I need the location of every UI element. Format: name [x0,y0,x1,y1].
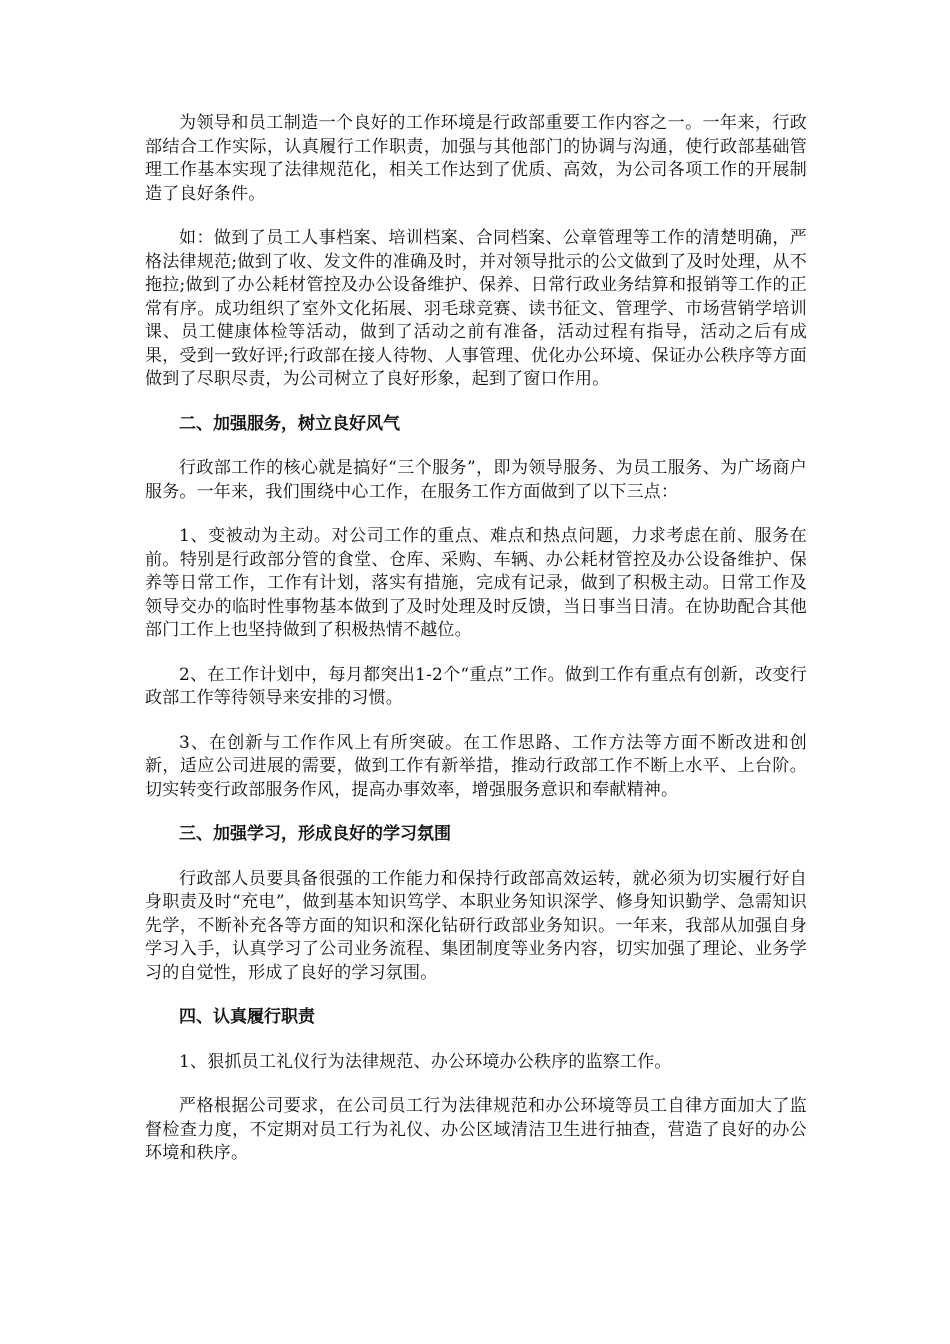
paragraph-study: 行政部人员要具备很强的工作能力和保持行政部高效运转，就必须为切实履行好自身职责及时“充电”，做到基本知识笃学、本职业务知识深学、修身知识勤学、急需知识先学，不断补充各等方面的知识和深化钻研行政部业务知识。一年来，我部从加强自身学习入手，认真学习了公司业务流程、集团制度等业务内容，切实加强了理论、业务学习的自觉性，形成了良好的学习氛围。 [145,868,807,983]
section-heading-service: 二、加强服务，树立良好风气 [179,413,400,434]
paragraph-service-point-1: 1、变被动为主动。对公司工作的重点、难点和热点问题，力求考虑在前、服务在前。特别是行政部分管的食堂、仓库、采购、车辆、办公耗材管控及办公设备维护、保养等日常工作，工作有计划，落实有措施，完成有记录，做到了积极主动。日常工作及领导交办的临时性事物基本做到了及时处理及时反馈，当日事当日清。在协助配合其他部门工作上也坚持做到了积极热情不越位。 [145,526,807,640]
paragraph-service-point-3: 3、在创新与工作作风上有所突破。在工作思路、工作方法等方面不断改进和创新，适应公司进展的需要，做到工作有新举措，推动行政部工作不断上水平、上台阶。切实转变行政部服务作风，提高办事效率，增强服务意识和奉献精神。 [145,732,807,800]
document-page [145,112,807,1187]
paragraph-achievements: 如：做到了员工人事档案、培训档案、合同档案、公章管理等工作的清楚明确，严格法律规范;做到了收、发文件的准确及时，并对领导批示的公文做到了及时处理，从不拖拉;做到了办公耗材管控及办公设备维护、保养、日常行政业务结算和报销等工作的正常有序。成功组织了室外文化拓展、羽毛球竞赛、读书征文、管理学、市场营销学培训课、员工健康体检等活动，做到了活动之前有准备，活动过程有指导，活动之后有成果，受到一致好评;行政部在接人待物、人事管理、优化办公环境、保证办公秩序等方面做到了尽职尽责，为公司树立了良好形象，起到了窗口作用。 [145,228,807,389]
paragraph-service-point-2: 2、在工作计划中，每月都突出1-2个“重点”工作。做到工作有重点有创新，改变行政部工作等待领导来安排的习惯。 [145,664,807,708]
paragraph-duty-point-1: 1、狠抓员工礼仪行为法律规范、办公环境办公秩序的监察工作。 [179,1051,672,1072]
section-heading-study: 三、加强学习，形成良好的学习氛围 [179,824,451,844]
paragraph-duty-detail: 严格根据公司要求，在公司员工行为法律规范和办公环境等员工自律方面加大了监督检查力度，不定期对员工行为礼仪、办公区域清洁卫生进行抽查，营造了良好的办公环境和秩序。 [145,1096,807,1163]
paragraph-intro: 为领导和员工制造一个良好的工作环境是行政部重要工作内容之一。一年来，行政部结合工作实际，认真履行工作职责，加强与其他部门的协调与沟通，使行政部基础管理工作基本实现了法律规范化，相关工作达到了优质、高效，为公司各项工作的开展制造了良好条件。 [145,113,807,204]
paragraph-service-core: 行政部工作的核心就是搞好“三个服务”，即为领导服务、为员工服务、为广场商户服务。一年来，我们围绕中心工作，在服务工作方面做到了以下三点： [145,458,807,502]
section-heading-duties: 四、认真履行职责 [179,1007,315,1027]
